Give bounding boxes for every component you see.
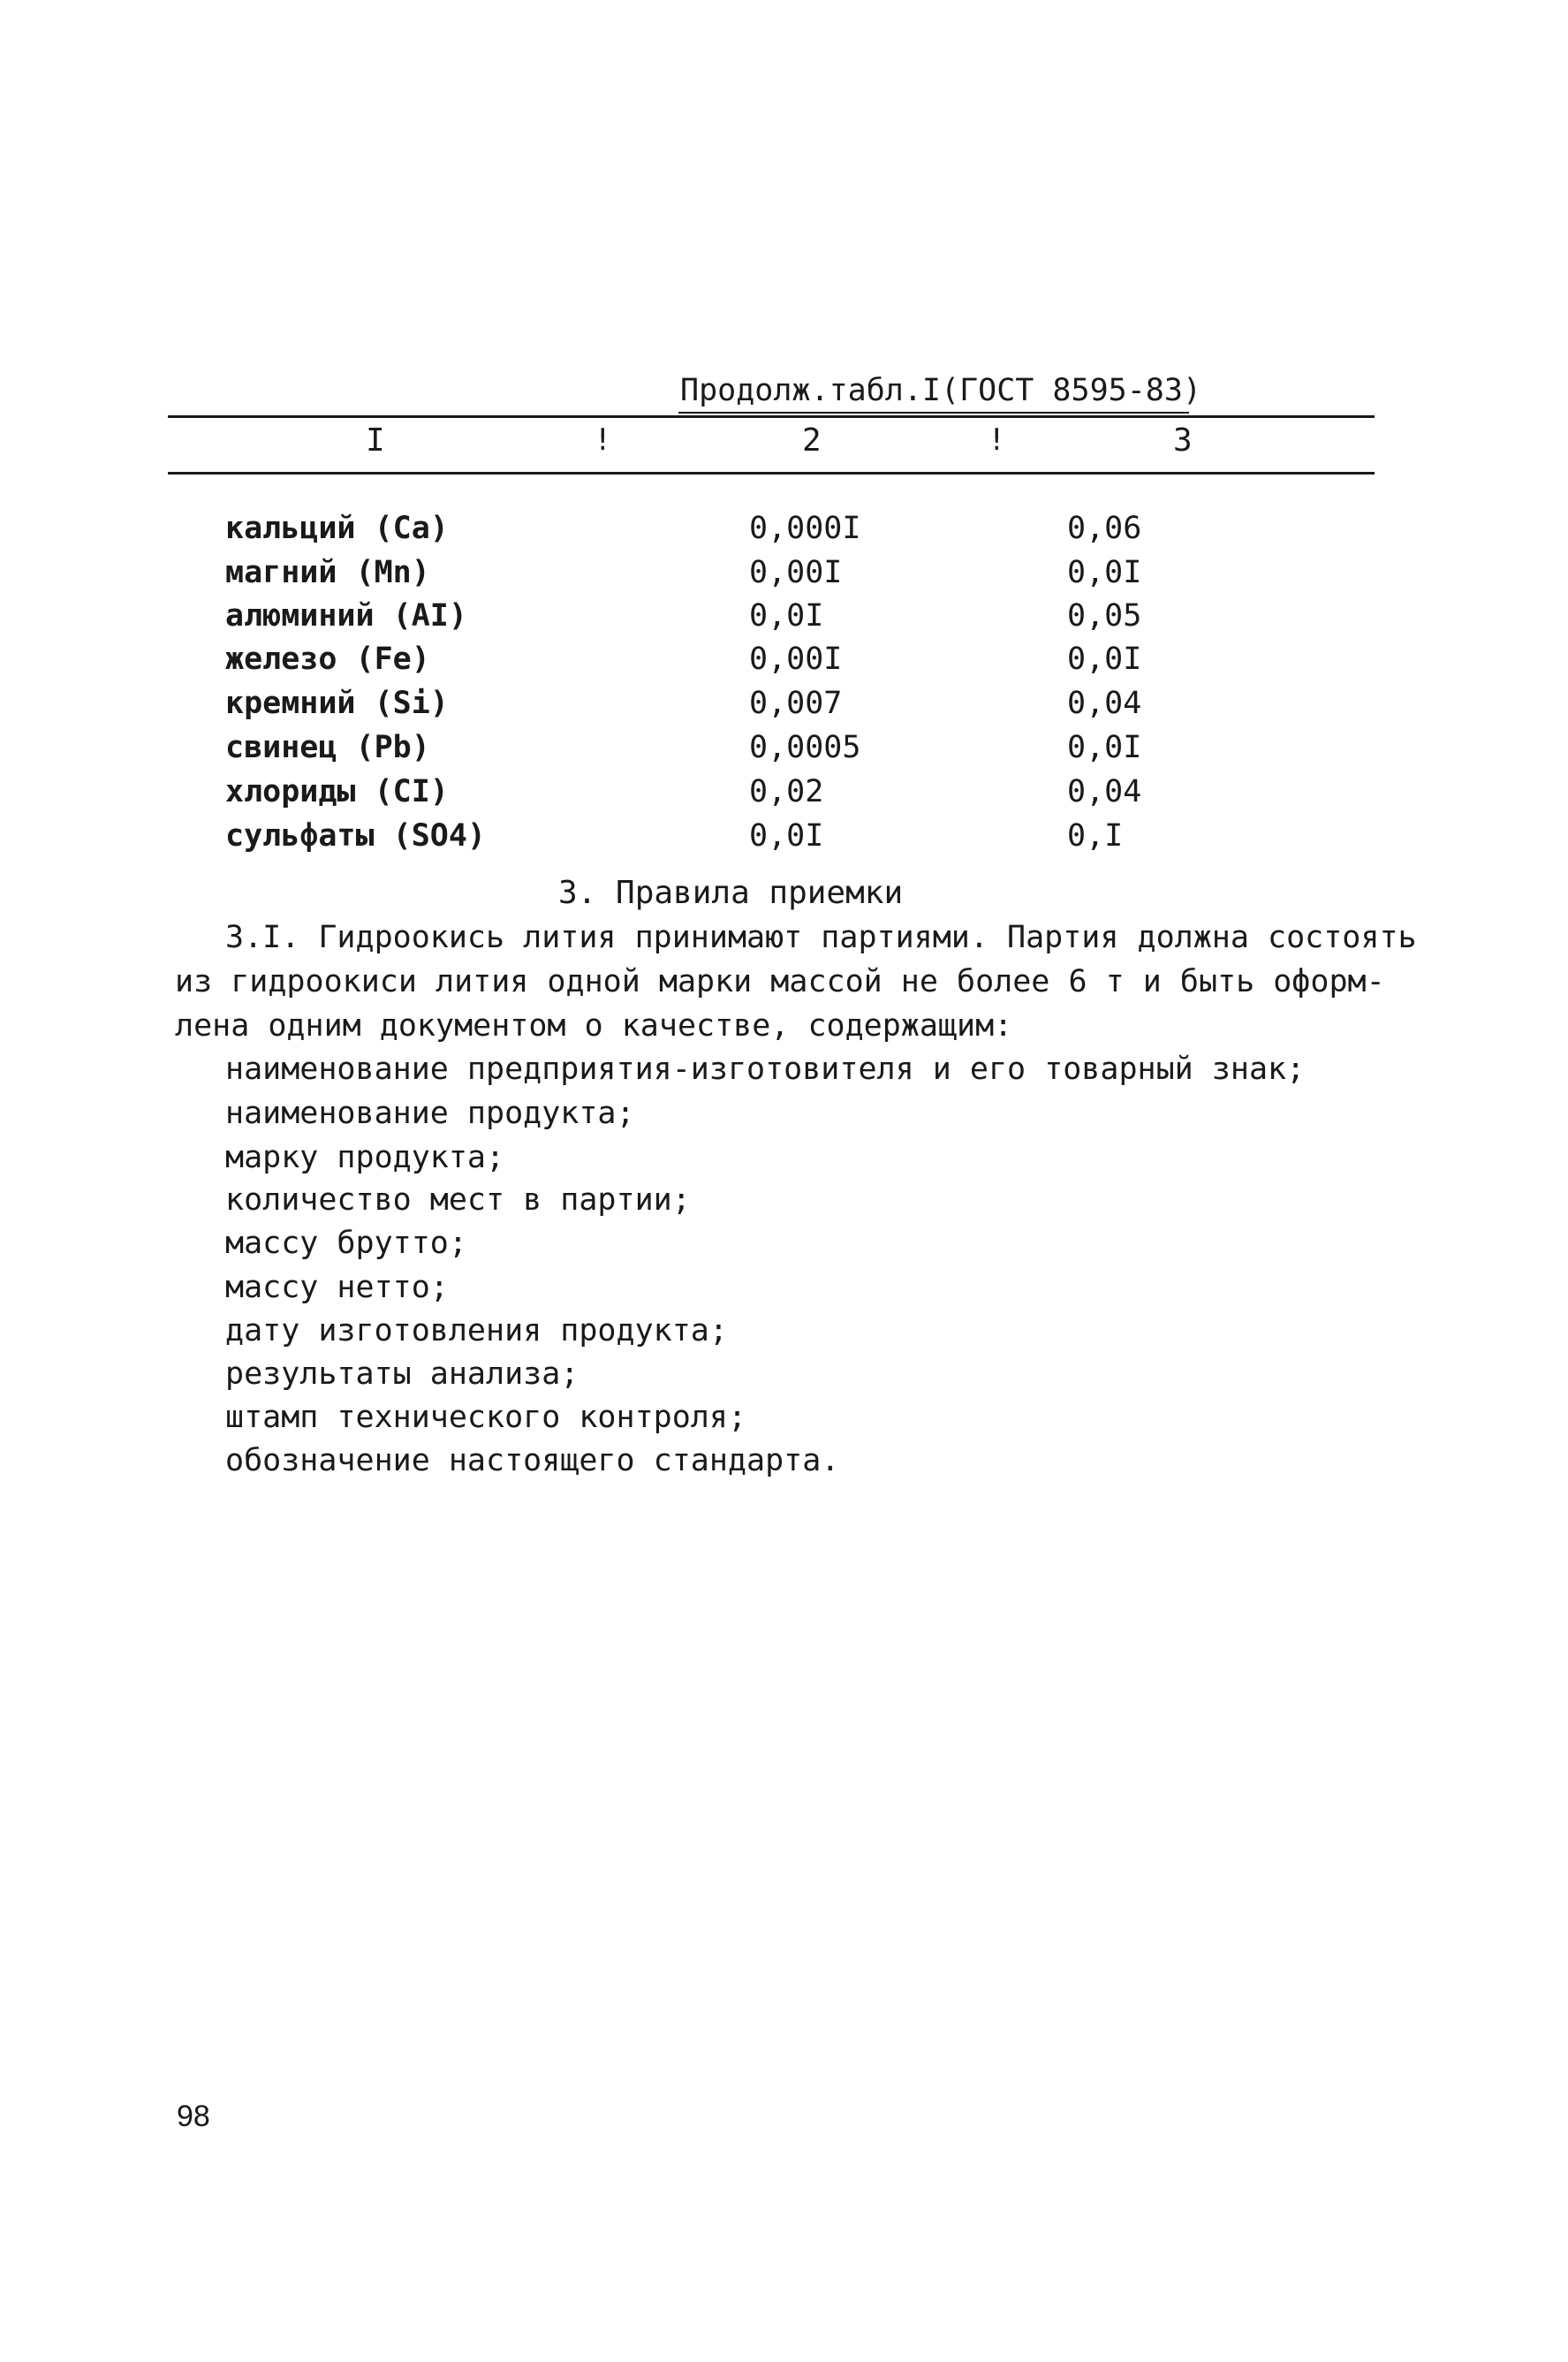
row-value-col2: 0,007 [749,686,843,721]
row-value-col2: 0,0I [749,598,824,634]
row-element: алюминий (AI) [225,598,467,634]
row-value-col3: 0,04 [1067,774,1142,809]
row-value-col2: 0,00I [749,555,843,590]
row-element: кремний (Si) [225,686,449,721]
table-row [0,511,1568,555]
row-value-col2: 0,0005 [749,730,861,765]
table-header-rule [168,472,1375,475]
list-item: наименование предприятия-изготовителя и его товарный знак; [225,1052,1306,1087]
caption-underline [678,412,1189,414]
row-element: кальций (Са) [225,511,449,546]
row-element: хлориды (CI) [225,774,449,809]
table-top-rule [168,415,1375,418]
column-header-2: 2 [802,422,822,459]
table-caption: Продолж.табл.I(ГОСТ 8595-83) [680,373,1202,408]
list-item: дату изготовления продукта; [225,1313,728,1348]
table-row [0,642,1568,686]
list-item: штамп технического контроля; [225,1400,747,1435]
row-value-col2: 0,02 [749,774,824,809]
row-value-col2: 0,00I [749,642,843,677]
table-row [0,774,1568,818]
column-separator-2: ! [988,422,1006,458]
list-item: обозначение настоящего стандарта. [225,1443,840,1478]
row-value-col3: 0,0I [1067,730,1142,765]
row-value-col3: 0,06 [1067,511,1142,546]
table-row [0,818,1568,862]
table-row [0,555,1568,599]
row-value-col2: 0,000I [749,511,861,546]
row-value-col3: 0,I [1067,818,1124,854]
row-element: железо (Fe) [225,642,430,677]
row-value-col2: 0,0I [749,818,824,854]
column-header-1: I [366,422,385,459]
table-row [0,598,1568,642]
row-value-col3: 0,04 [1067,686,1142,721]
row-element: магний (Mn) [225,555,430,590]
list-item: наименование продукта; [225,1096,635,1131]
paragraph-line: 3.I. Гидроокись лития принимают партиями. Партия должна состоять [225,920,1417,955]
column-header-3: 3 [1173,422,1193,459]
section-title: 3. Правила приемки [558,875,904,911]
row-value-col3: 0,05 [1067,598,1142,634]
column-separator-1: ! [594,422,612,458]
row-element: свинец (Pb) [225,730,430,765]
row-value-col3: 0,0I [1067,642,1142,677]
page-number: 98 [177,2100,210,2133]
table-row [0,686,1568,730]
list-item: массу брутто; [225,1226,467,1261]
list-item: результаты анализа; [225,1356,579,1392]
paragraph-line: из гидроокиси лития одной марки массой не более 6 т и быть оформ- [175,964,1385,999]
row-value-col3: 0,0I [1067,555,1142,590]
list-item: массу нетто; [225,1270,449,1305]
paragraph-line: лена одним документом о качестве, содержащим: [175,1008,1013,1044]
list-item: количество мест в партии; [225,1182,691,1218]
row-element: сульфаты (SO4) [225,818,487,854]
table-row [0,730,1568,774]
list-item: марку продукта; [225,1140,505,1175]
